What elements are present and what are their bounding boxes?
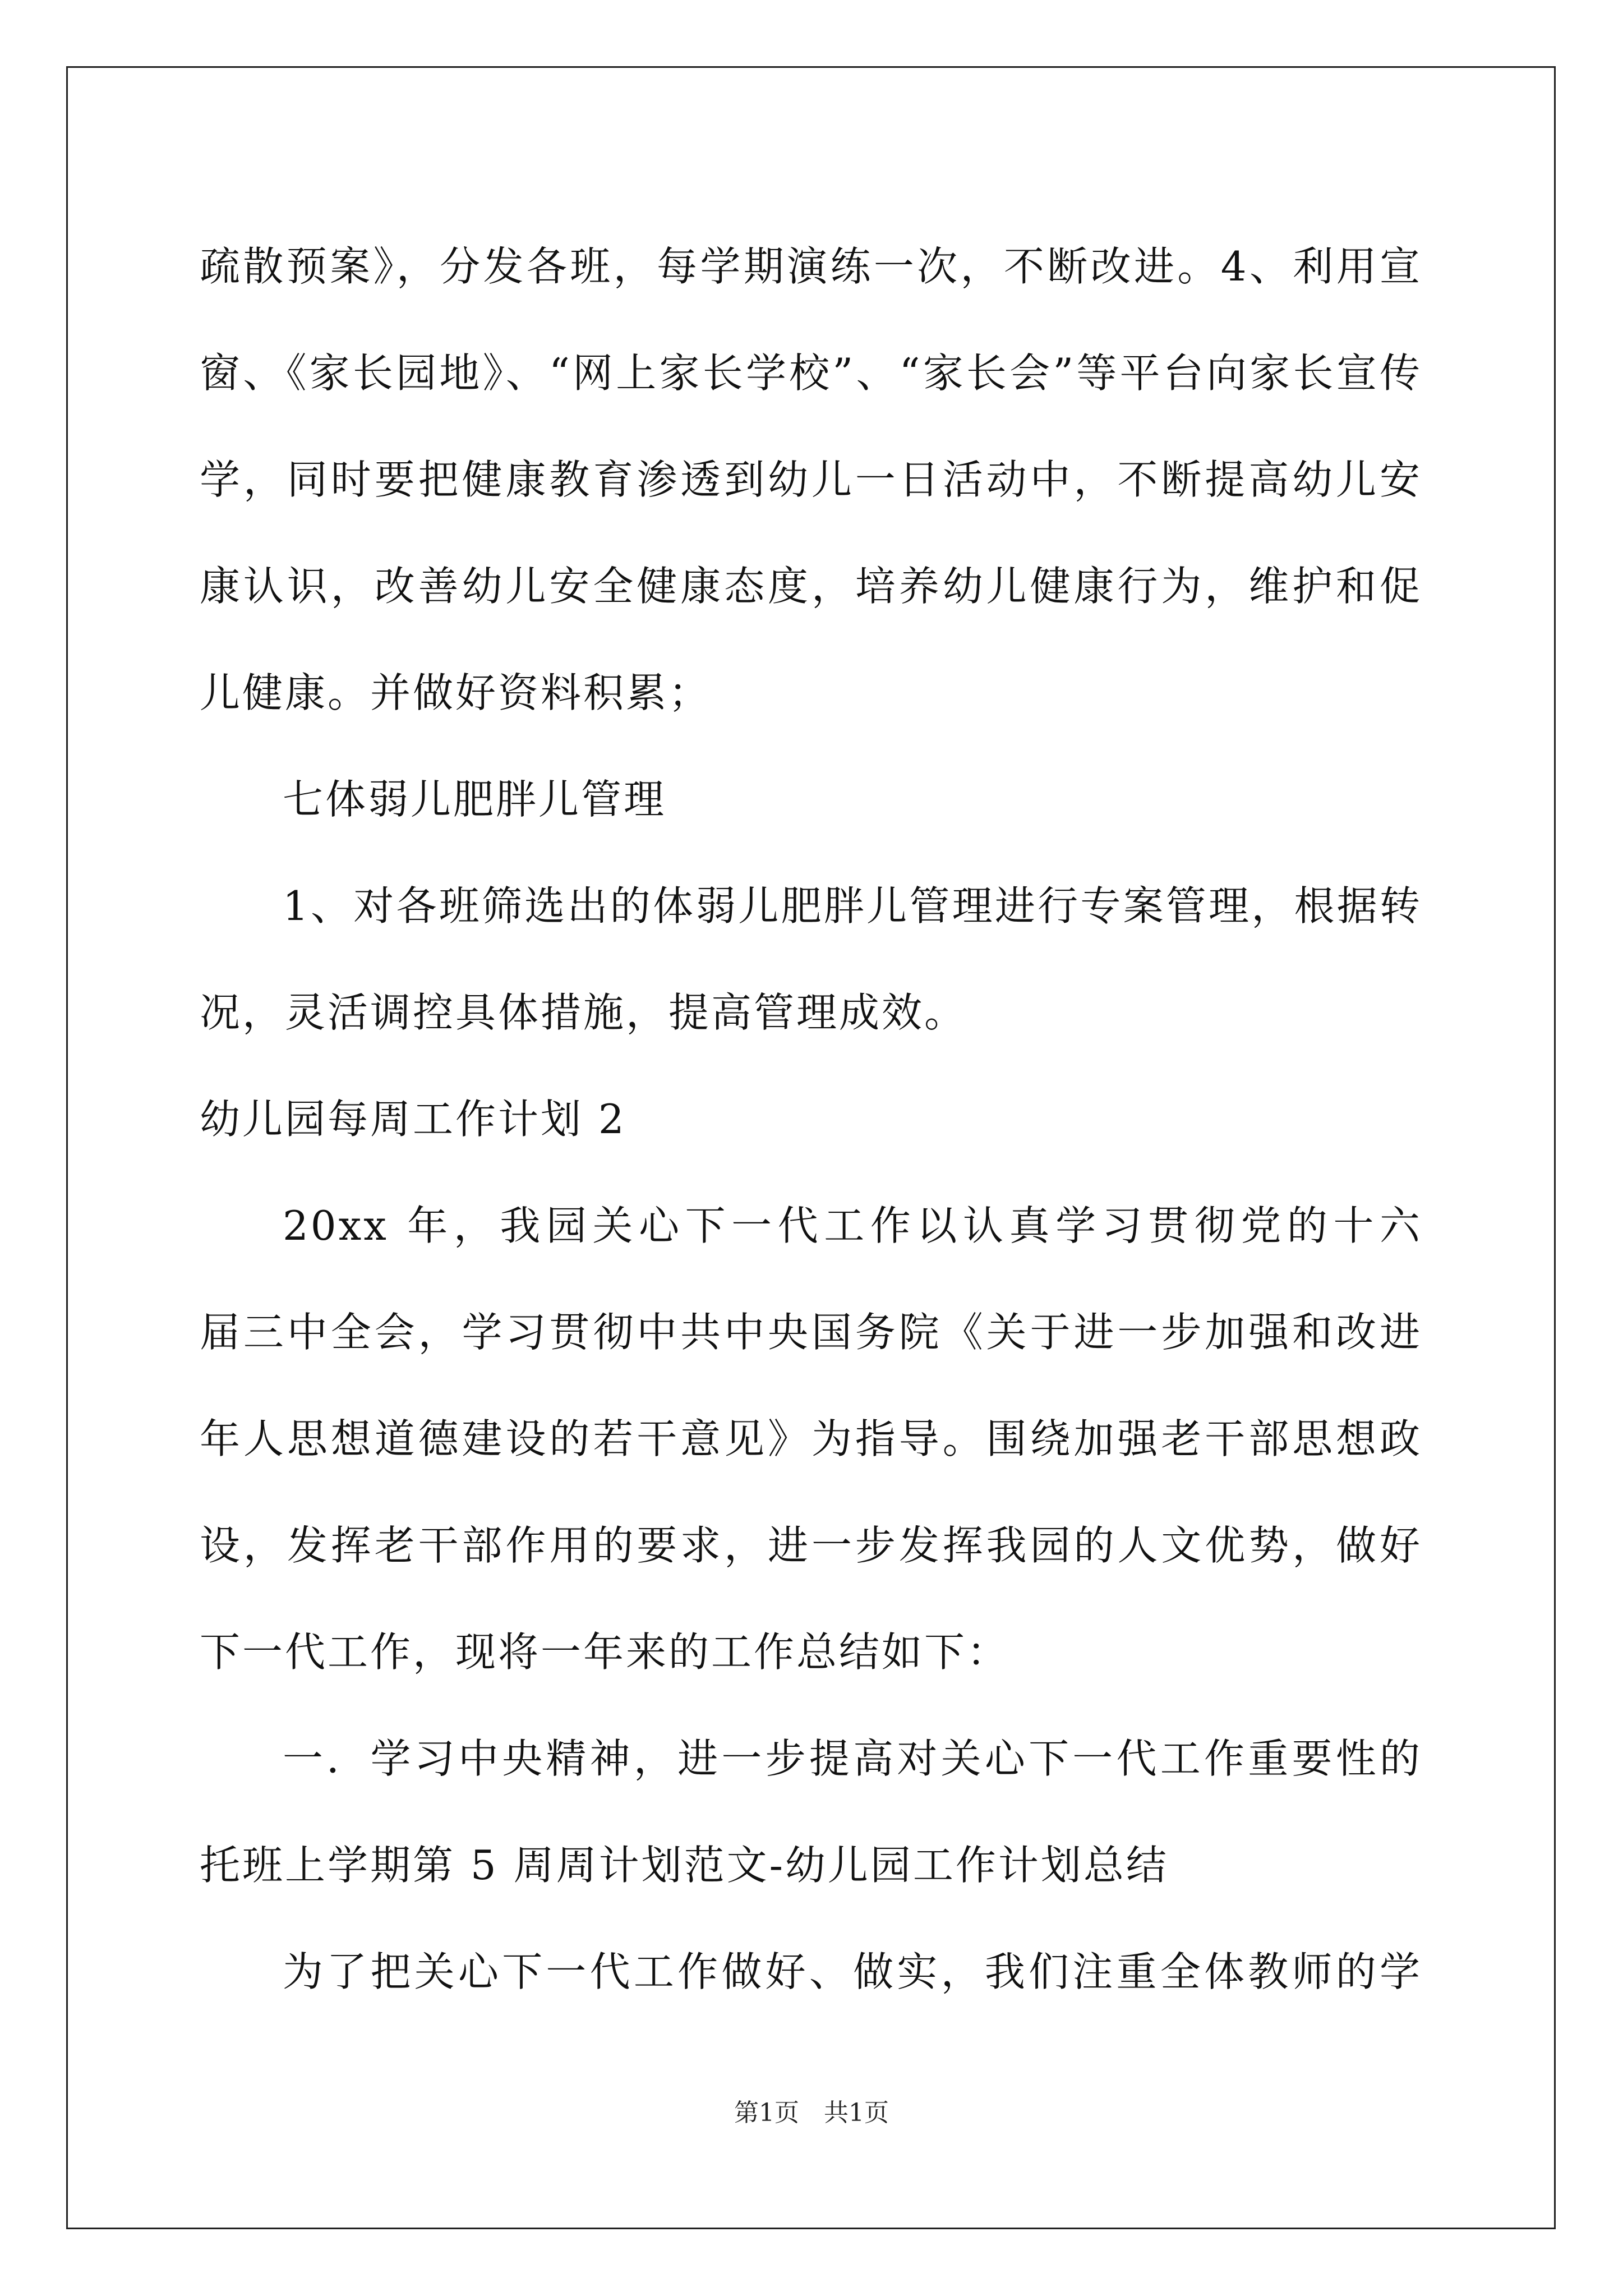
body-line: 届三中全会，学习贯彻中共中央国务院《关于进一步加强和改进 bbox=[200, 1309, 1422, 1356]
body-line: 年人思想道德建设的若干意见》为指导。围绕加强老干部思想政 bbox=[200, 1415, 1422, 1462]
body-line: 康认识，改善幼儿安全健康态度，培养幼儿健康行为，维护和促 bbox=[200, 563, 1422, 610]
body-line: 20xx 年，我园关心下一代工作以认真学习贯彻党的十六 bbox=[283, 1202, 1422, 1249]
body-line: 况，灵活调控具体措施，提高管理成效。 bbox=[200, 989, 967, 1036]
body-line: 为了把关心下一代工作做好、做实，我们注重全体教师的学 bbox=[283, 1948, 1422, 1995]
body-line: 下一代工作，现将一年来的工作总结如下： bbox=[200, 1628, 1010, 1676]
body-line: 1、对各班筛选出的体弱儿肥胖儿管理进行专案管理，根据转 bbox=[283, 882, 1422, 930]
section-heading: 一．学习中央精神，进一步提高对关心下一代工作重要性的 bbox=[283, 1735, 1422, 1782]
body-line: 设，发挥老干部作用的要求，进一步发挥我园的人文优势，做好 bbox=[200, 1522, 1422, 1569]
page-number: 第1页 共1页 bbox=[734, 2099, 889, 2127]
document-body bbox=[200, 213, 1422, 2025]
body-line: 疏散预案》，分发各班，每学期演练一次，不断改进。4、利用宣 bbox=[200, 243, 1422, 290]
body-line: 窗、《家长园地》、“网上家长学校”、“家长会”等平台向家长宣传 bbox=[200, 349, 1422, 397]
body-line: 儿健康。并做好资料积累； bbox=[200, 669, 712, 716]
body-line: 学，同时要把健康教育渗透到幼儿一日活动中，不断提高幼儿安 bbox=[200, 456, 1422, 503]
section-heading: 七体弱儿肥胖儿管理 bbox=[283, 776, 667, 823]
body-line: 托班上学期第 5 周周计划范文-幼儿园工作计划总结 bbox=[200, 1842, 1169, 1889]
document-title: 幼儿园每周工作计划 2 bbox=[200, 1096, 626, 1143]
